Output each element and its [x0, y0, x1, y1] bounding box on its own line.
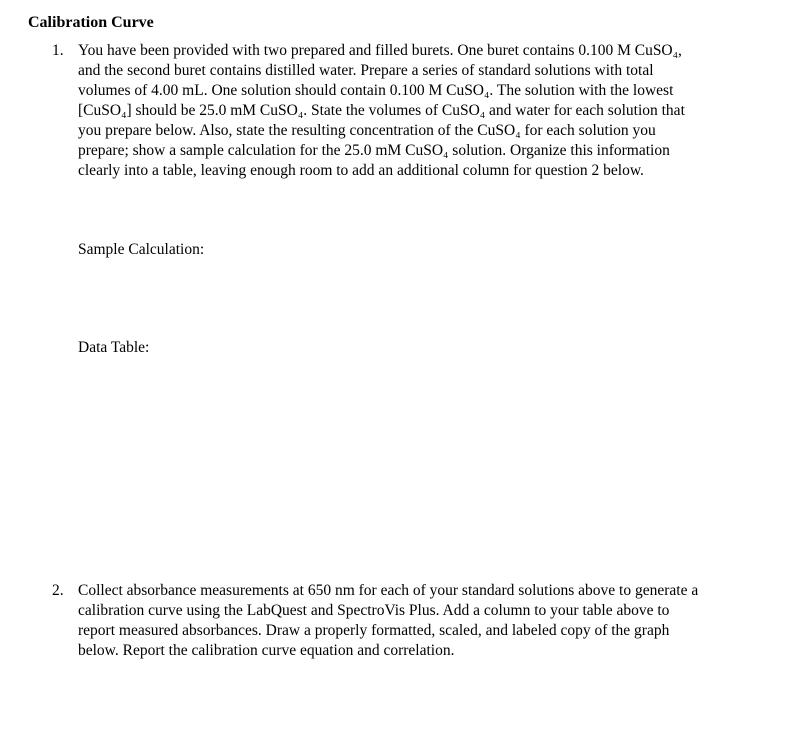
question-2-line: below. Report the calibration curve equation and correlation.	[78, 642, 455, 659]
question-1-line: you prepare below. Also, state the resulting concentration of the CuSO₄ for each solution you	[78, 122, 656, 139]
question-2-line: calibration curve using the LabQuest and SpectroVis Plus. Add a column to your table above to	[78, 602, 670, 619]
question-1-text	[78, 41, 758, 181]
question-1-line: and the second buret contains distilled water. Prepare a series of standard solutions with total	[78, 62, 654, 79]
sample-calculation-label: Sample Calculation:	[78, 241, 205, 258]
section-heading: Calibration Curve	[28, 14, 154, 31]
question-1-line: prepare; show a sample calculation for the 25.0 mM CuSO₄ solution. Organize this information	[78, 142, 670, 159]
question-2-number: 2.	[52, 582, 64, 599]
question-1-number: 1.	[52, 42, 64, 59]
question-2-line: report measured absorbances. Draw a properly formatted, scaled, and labeled copy of the graph	[78, 622, 670, 639]
question-2-text	[78, 581, 758, 661]
question-2-line: Collect absorbance measurements at 650 nm for each of your standard solutions above to generate a	[78, 582, 699, 599]
question-1-line: You have been provided with two prepared and filled burets. One buret contains 0.100 M CuSO₄,	[78, 42, 682, 59]
question-1	[52, 41, 762, 181]
question-1-line: [CuSO₄] should be 25.0 mM CuSO₄. State the volumes of CuSO₄ and water for each solution that	[78, 102, 685, 119]
question-1-line: clearly into a table, leaving enough room to add an additional column for question 2 below.	[78, 162, 644, 179]
question-1-line: volumes of 4.00 mL. One solution should contain 0.100 M CuSO₄. The solution with the lowest	[78, 82, 674, 99]
question-2	[52, 581, 762, 661]
data-table-label: Data Table:	[78, 339, 150, 356]
